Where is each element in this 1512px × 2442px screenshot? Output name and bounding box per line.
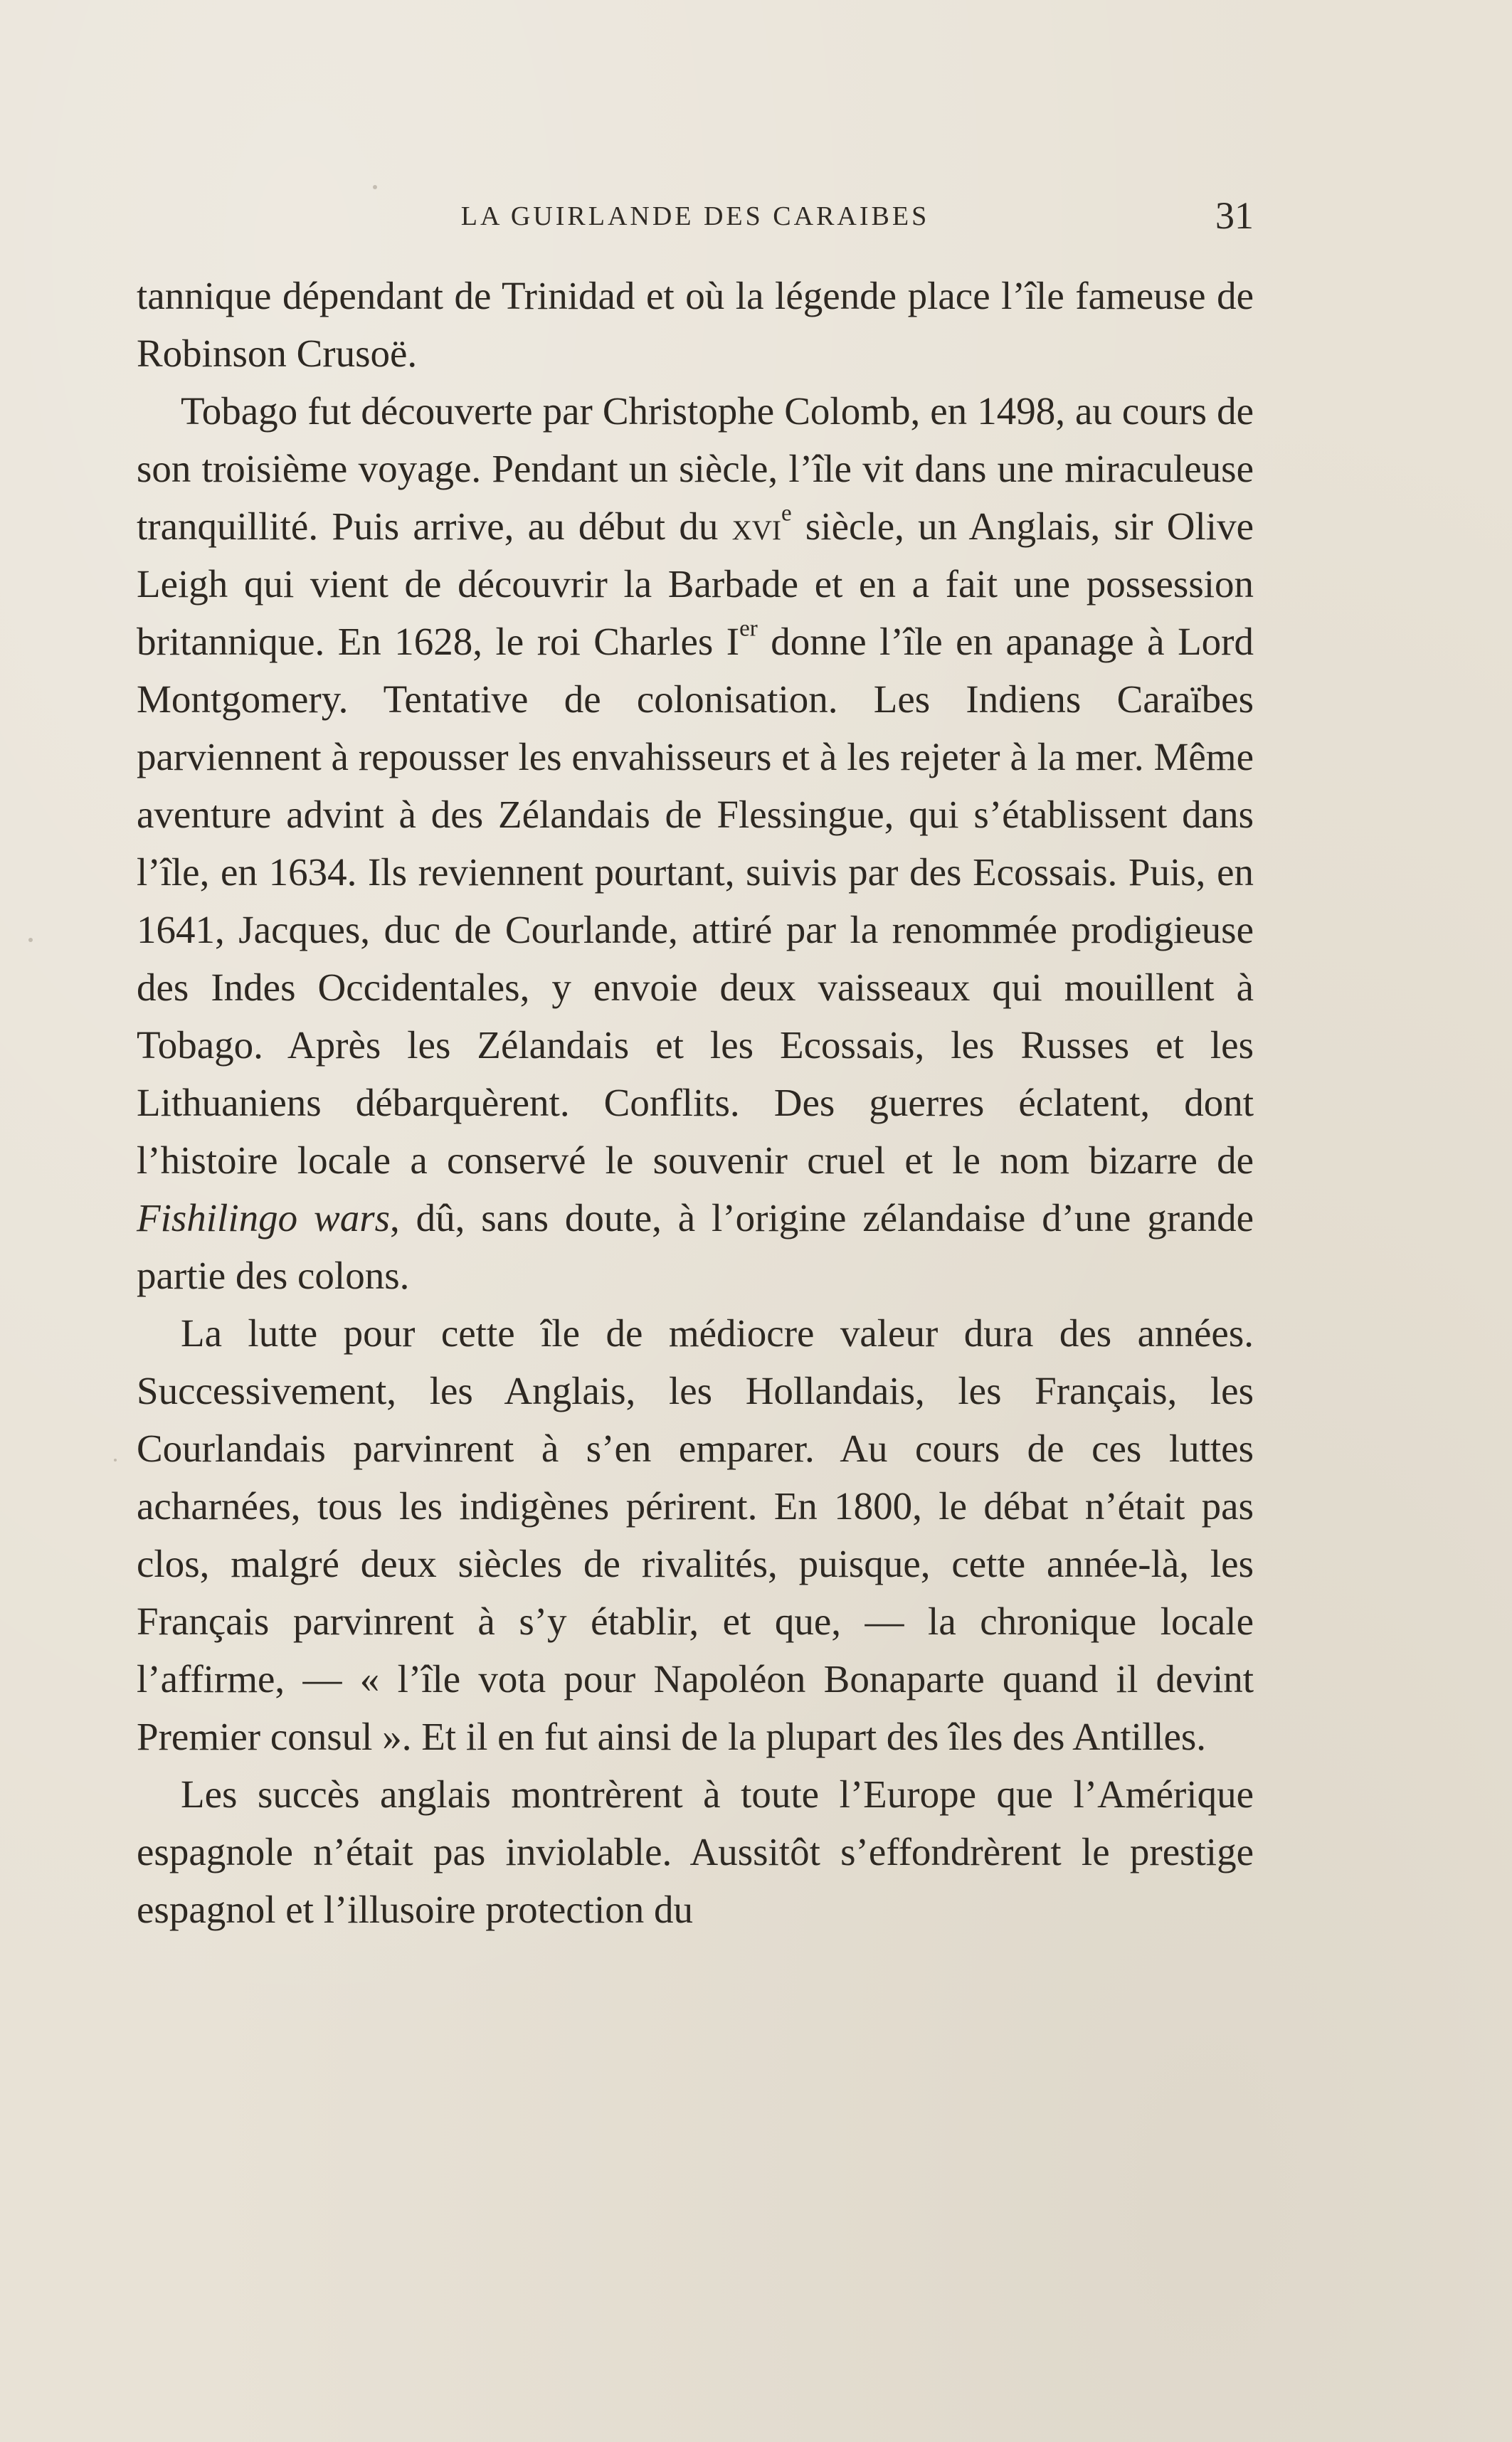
running-title: LA GUIRLANDE DES CARAIBES [460,201,930,231]
paragraph-2-part-c: donne l’île en apanage à Lord Montgomery. Tentative de colonisation. Les Indiens Caraïbes parviennent à repousser les envahisseurs et à les rejeter à la mer. Même aventure advint à des Zélandais de Flessingue, qui s’établissent dans l’île, en 1634. Ils reviennent pourtant, suivis par des Ecossais. Puis, en 1641, Jacques, duc de Courlande, attiré par la renommée prodigieuse des Indes Occidentales, y envoie deux vaisseaux qui mouillent à Tobago. Après les Zélandais et les Ecossais, les Russes et les Lithuaniens débarquèrent. Conflits. Des guerres éclatent, dont l’histoire locale a conservé le souvenir cruel et le nom bizarre de [137,620,1254,1182]
italic-term: Fishilingo wars [137,1196,391,1240]
page-number: 31 [1215,194,1254,237]
paragraph-1 [137,267,1254,382]
paragraph-2-part-d: , dû, sans doute, à l’origine zélandaise d’une grande partie des colons. [137,1196,1254,1297]
paper-speck [28,938,33,942]
paper-speck [373,185,377,189]
regnal-superscript: er [739,615,758,642]
century-numeral: xvi [731,504,781,548]
page-header [137,194,1254,250]
century-superscript: e [781,500,792,527]
paragraph-3 [137,1304,1254,1765]
paragraph-2-part-a: Tobago fut découverte par Christophe Colomb, en 1498, au cours de son troisième voyage. Pendant un siècle, l’île vit dans une miraculeuse tranquillité. Puis arrive, au début du [137,389,1254,548]
paragraph-2 [137,382,1254,1304]
paper-speck [114,1459,117,1462]
paragraph-3-text: La lutte pour cette île de médiocre valeur dura des années. Successivement, les Anglais, les Hollandais, les Français, les Courlandais parvinrent à s’en emparer. Au cours de ces luttes acharnées, tous les indigènes périrent. En 1800, le débat n’était pas clos, malgré deux siècles de rivalités, puisque, cette année-là, les Français parvinrent à s’y établir, et que, — la chronique locale l’affirme, — « l’île vota pour Napoléon Bonaparte quand il devint Premier consul ». Et il en fut ainsi de la plupart des îles des Antilles. [137,1311,1254,1758]
paragraph-4 [137,1765,1254,1938]
paragraph-4-text: Les succès anglais montrèrent à toute l’Europe que l’Amérique espagnole n’était pas inviolable. Aussitôt s’effondrèrent le prestige espagnol et l’illusoire protection du [137,1772,1254,1931]
body-text [137,267,1254,1938]
paragraph-1-text: tannique dépendant de Trinidad et où la légende place l’île fameuse de Robinson Crusoë. [137,274,1254,375]
paragraph-2-part-b: siècle, un Anglais, sir Olive Leigh qui vient de découvrir la Barbade et en a fait une possession britannique. En 1628, le roi Charles I [137,504,1254,663]
